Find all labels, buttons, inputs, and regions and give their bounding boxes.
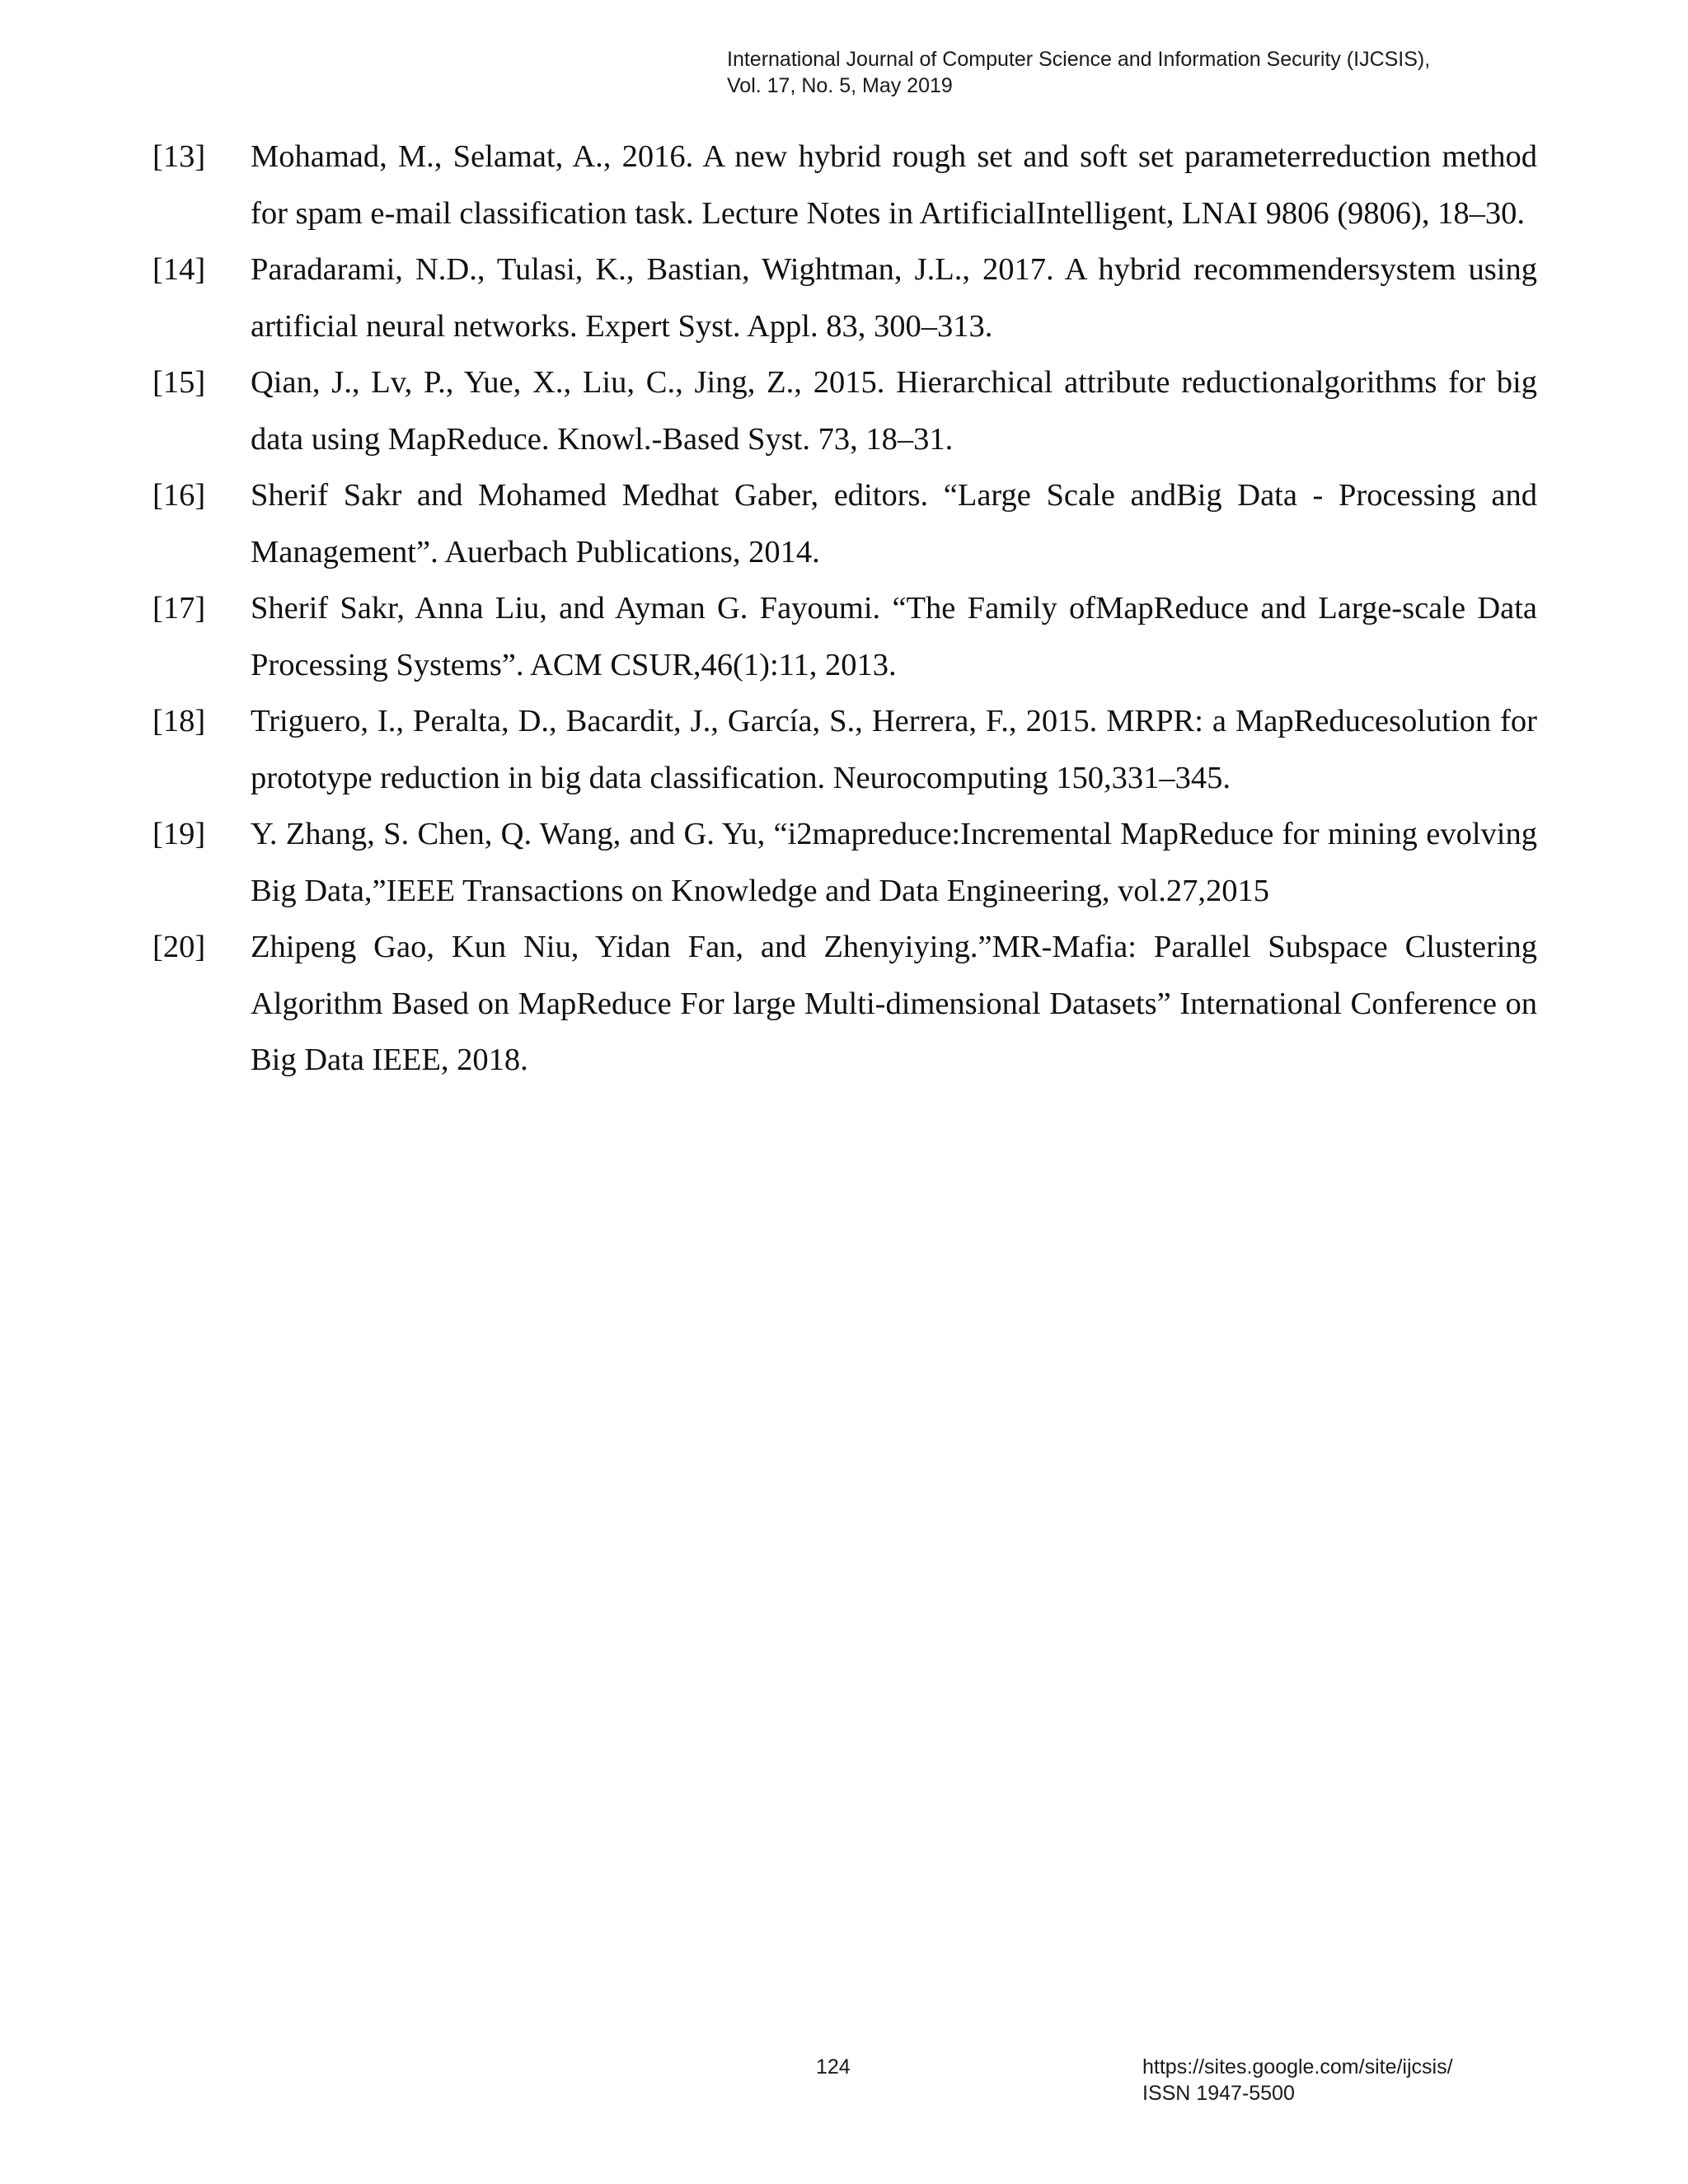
- reference-text: Y. Zhang, S. Chen, Q. Wang, and G. Yu, “i2mapreduce:Incremental MapReduce for mining evolving Big Data,”IEEE Transactions on Knowledge and Data Engineering, vol.27,2015: [251, 817, 1537, 908]
- reference-number: [20]: [152, 930, 206, 964]
- reference-item: [152, 693, 1537, 806]
- reference-number: [14]: [152, 252, 206, 287]
- page-number: 124: [816, 2055, 851, 2079]
- issn: ISSN 1947-5500: [1142, 2082, 1295, 2105]
- journal-url: https://sites.google.com/site/ijcsis/: [1142, 2055, 1453, 2079]
- reference-text: Triguero, I., Peralta, D., Bacardit, J., García, S., Herrera, F., 2015. MRPR: a MapReducesolution for prototype reduction in big data classification. Neurocomputing 150,331–345.: [251, 704, 1537, 795]
- reference-text: Mohamad, M., Selamat, A., 2016. A new hybrid rough set and soft set parameterreduction method for spam e-mail classification task. Lecture Notes in ArtificialIntelligent, LNAI 9806 (9806), 18–30.: [251, 139, 1537, 231]
- reference-number: [16]: [152, 478, 206, 513]
- reference-item: [152, 919, 1537, 1089]
- reference-text: Zhipeng Gao, Kun Niu, Yidan Fan, and Zhenyiying.”MR-Mafia: Parallel Subspace Clustering Algorithm Based on MapReduce For large Multi-dimensional Datasets” International Conference on Big Data IEEE, 2018.: [251, 930, 1537, 1077]
- reference-item: [152, 129, 1537, 241]
- running-header: [727, 46, 1430, 99]
- reference-item: [152, 354, 1537, 467]
- reference-text: Qian, J., Lv, P., Yue, X., Liu, C., Jing, Z., 2015. Hierarchical attribute reductionalgorithms for big data using MapReduce. Knowl.-Based Syst. 73, 18–31.: [251, 365, 1537, 457]
- footer-info: [1142, 2054, 1453, 2107]
- reference-text: Sherif Sakr, Anna Liu, and Ayman G. Fayoumi. “The Family ofMapReduce and Large-scale Data Processing Systems”. ACM CSUR,46(1):11, 2013.: [251, 591, 1537, 682]
- journal-volume: Vol. 17, No. 5, May 2019: [727, 74, 953, 97]
- reference-item: [152, 241, 1537, 354]
- journal-title: International Journal of Computer Science and Information Security (IJCSIS),: [727, 48, 1431, 71]
- reference-text: Paradarami, N.D., Tulasi, K., Bastian, Wightman, J.L., 2017. A hybrid recommendersystem using artificial neural networks. Expert Syst. Appl. 83, 300–313.: [251, 252, 1537, 344]
- reference-number: [13]: [152, 139, 206, 174]
- reference-item: [152, 467, 1537, 580]
- reference-number: [18]: [152, 704, 206, 738]
- reference-number: [15]: [152, 365, 206, 400]
- reference-item: [152, 580, 1537, 693]
- reference-item: [152, 806, 1537, 919]
- reference-text: Sherif Sakr and Mohamed Medhat Gaber, editors. “Large Scale andBig Data - Processing and Management”. Auerbach Publications, 2014.: [251, 478, 1537, 569]
- reference-list: [152, 129, 1537, 1089]
- reference-number: [19]: [152, 817, 206, 851]
- reference-number: [17]: [152, 591, 206, 626]
